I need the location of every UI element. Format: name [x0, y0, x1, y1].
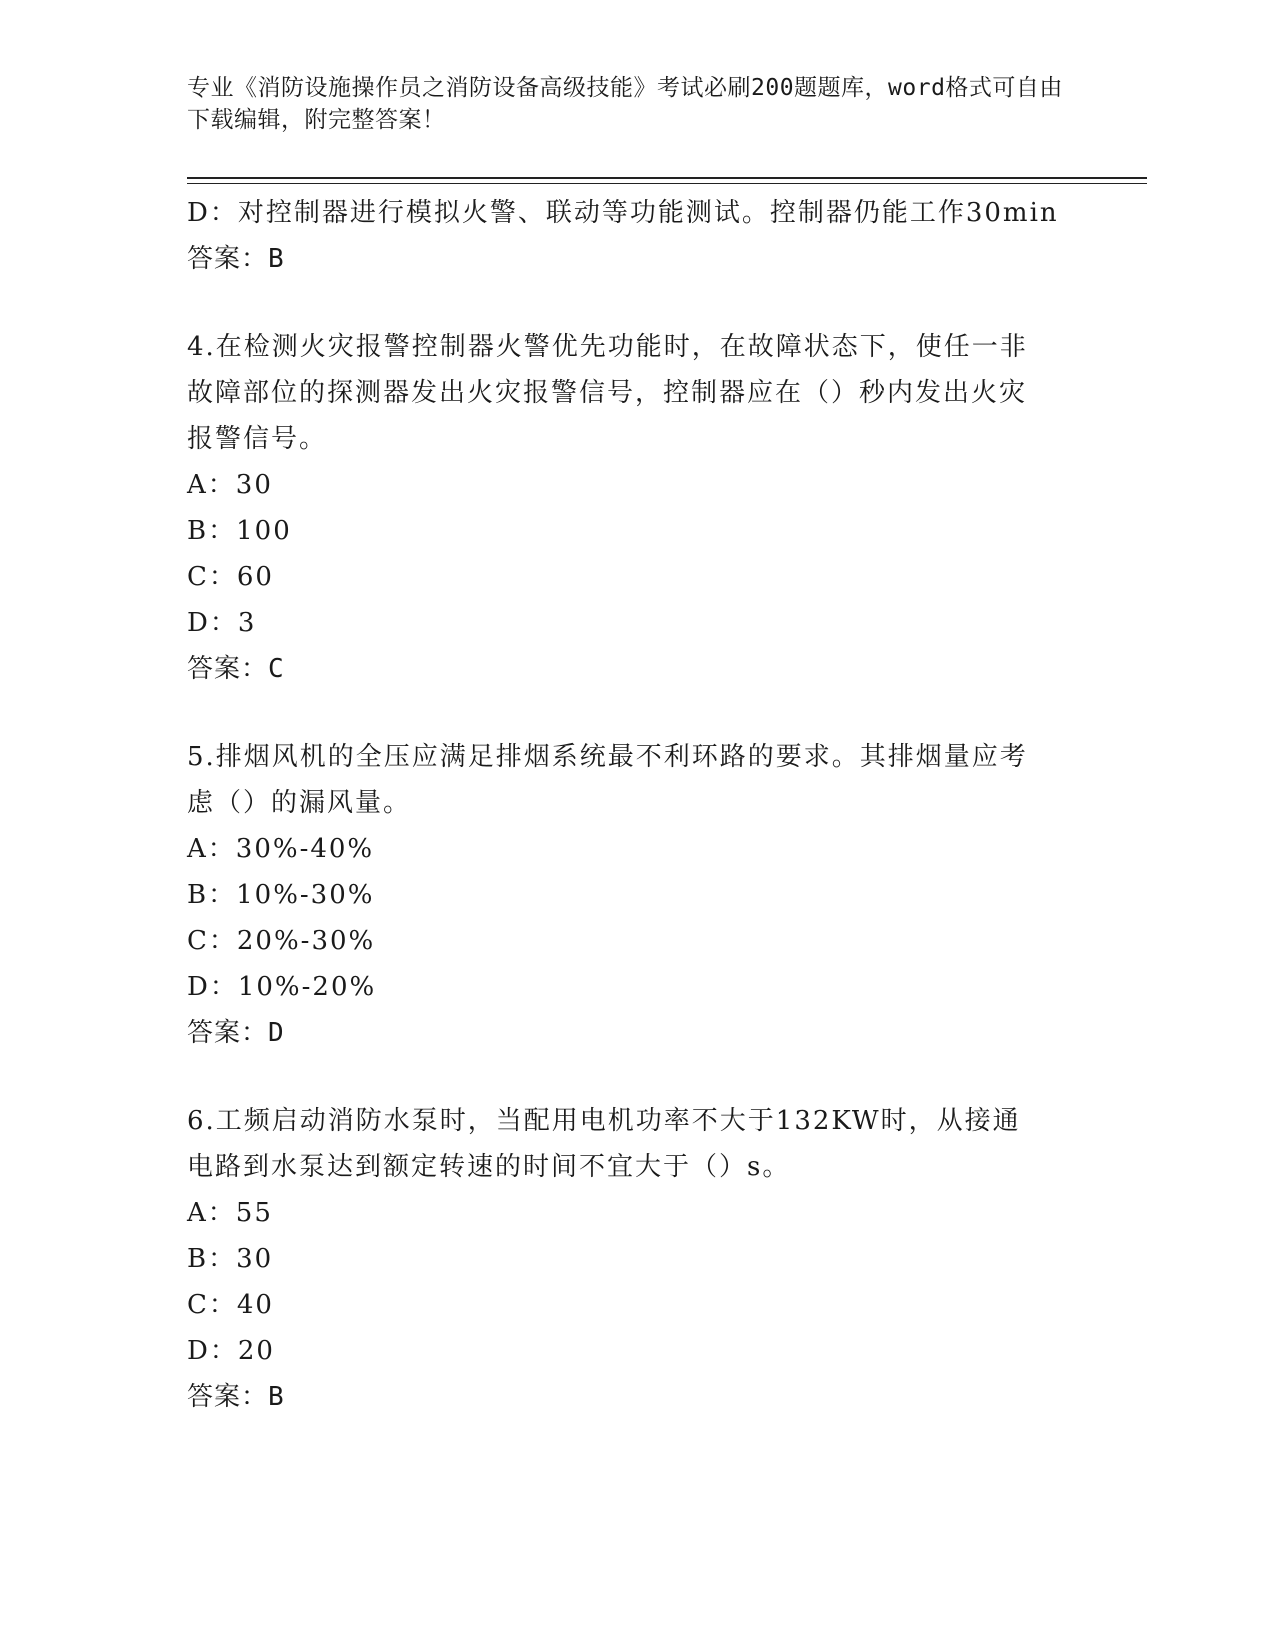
option-c: C：60: [187, 562, 274, 592]
question-text: 6.工频启动消防水泵时，当配用电机功率不大于132KW时，从接通电路到水泵达到额定转速的时间不宜大于（）s。: [187, 1106, 1021, 1182]
question-5: [187, 734, 1067, 1056]
option-c: C：20%-30%: [187, 926, 376, 956]
option-b: B：30: [187, 1244, 274, 1274]
prev-answer: 答案：B: [187, 244, 285, 274]
option-b: B：100: [187, 516, 292, 546]
document-header: 专业《消防设施操作员之消防设备高级技能》考试必刷200题题库，word格式可自由下载编辑，附完整答案！: [187, 75, 1063, 133]
answer: 答案：C: [187, 654, 285, 684]
question-text: 5.排烟风机的全压应满足排烟系统最不利环路的要求。其排烟量应考虑（）的漏风量。: [187, 742, 1028, 818]
option-d: D：20: [187, 1336, 275, 1366]
option-c: C：40: [187, 1290, 274, 1320]
question-text: 4.在检测火灾报警控制器火警优先功能时，在故障状态下，使任一非故障部位的探测器发出火灾报警信号，控制器应在（）秒内发出火灾报警信号。: [187, 332, 1028, 454]
header-rule-thick: [187, 177, 1147, 179]
prev-option-d: D：对控制器进行模拟火警、联动等功能测试。控制器仍能工作30min: [187, 198, 1059, 228]
option-a: A：55: [187, 1198, 273, 1228]
option-d: D：10%-20%: [187, 972, 377, 1002]
option-a: A：30: [187, 470, 273, 500]
question-6: [187, 1098, 1067, 1420]
question-4: [187, 324, 1067, 692]
answer: 答案：B: [187, 1382, 285, 1412]
option-a: A：30%-40%: [187, 834, 375, 864]
question-list: [187, 190, 1067, 1420]
option-b: B：10%-30%: [187, 880, 375, 910]
header-rule-thin: [187, 183, 1147, 184]
answer: 答案：D: [187, 1018, 285, 1048]
option-d: D：3: [187, 608, 257, 638]
